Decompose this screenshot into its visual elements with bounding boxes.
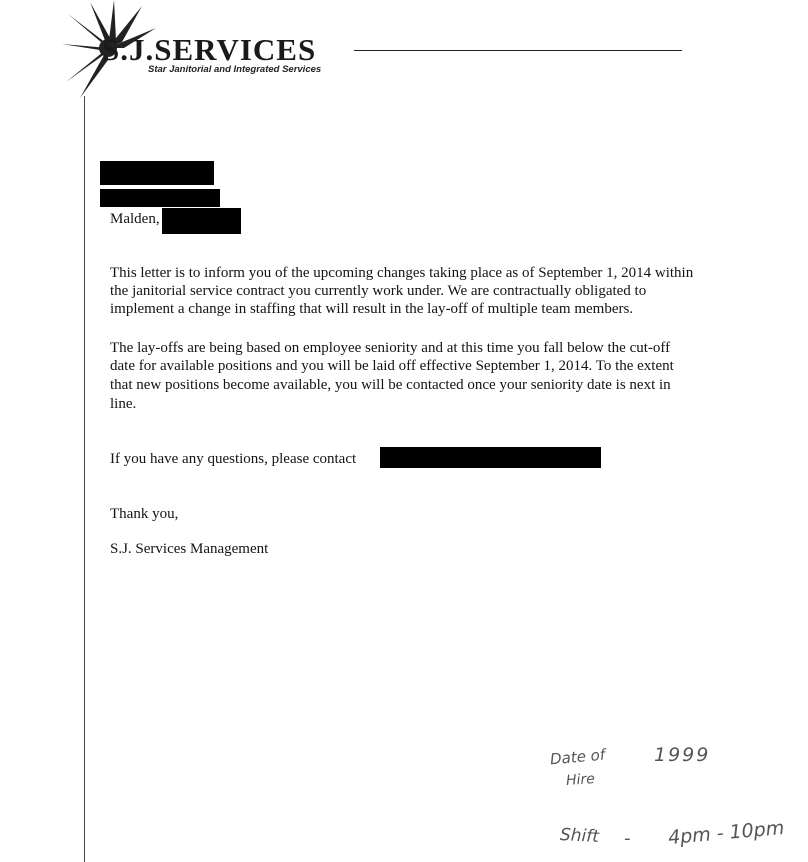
header-divider (354, 50, 682, 51)
redaction-contact (380, 447, 601, 468)
paragraph-2-line-4: line. (110, 396, 137, 412)
paragraph-1-line-2: the janitorial service contract you currently work under. We are contractually obligated to (110, 283, 647, 299)
margin-line (84, 96, 85, 862)
redaction-street (100, 189, 220, 207)
paragraph-2-line-3: that new positions become available, you will be contacted once your seniority date is next in (110, 377, 671, 393)
company-tagline: Star Janitorial and Integrated Services (148, 64, 322, 75)
address-city: Malden, (110, 211, 160, 227)
handwritten-shift-dash: - (624, 828, 631, 849)
handwritten-shift-value: 4pm - 10pm (667, 816, 786, 850)
paragraph-2-line-2: date for available positions and you will be laid off effective September 1, 2014. To the extent (110, 358, 674, 374)
handwritten-date-label-2: Hire (565, 771, 596, 789)
redaction-name (100, 161, 214, 185)
company-name: S.J.SERVICES (102, 32, 317, 67)
paragraph-1-line-3: implement a change in staffing that will result in the lay-off of multiple team members. (110, 301, 634, 317)
paragraph-2-line-1: The lay-offs are being based on employee seniority and at this time you fall below the cut-off (110, 340, 671, 356)
handwritten-date-value: 1999 (654, 744, 711, 766)
handwritten-date-label-1: Date of (549, 745, 606, 769)
handwritten-shift-label: Shift (559, 824, 600, 848)
closing-thanks: Thank you, (110, 506, 179, 522)
paragraph-1-line-1: This letter is to inform you of the upcoming changes taking place as of September 1, 2014 within (110, 265, 694, 281)
redaction-state-zip (162, 208, 241, 234)
contact-line: If you have any questions, please contact (110, 451, 357, 467)
closing-signature: S.J. Services Management (110, 541, 269, 557)
